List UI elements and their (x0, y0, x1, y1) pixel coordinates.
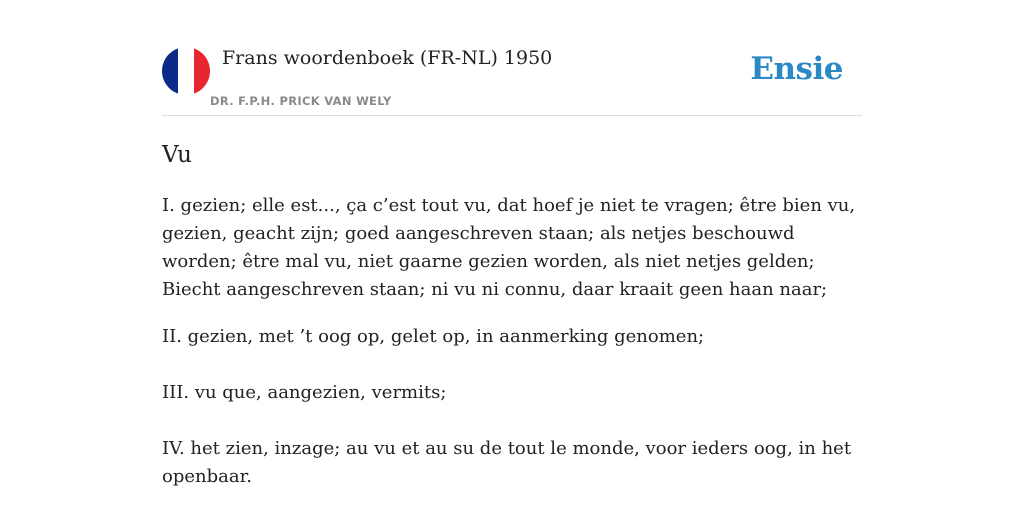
dictionary-page (162, 0, 862, 512)
definition-item: IV. het zien, inzage; au vu et au su de tout le monde, voor ieders oog, in het openbaar. (162, 438, 852, 487)
definition-item: II. gezien, met ’t oog op, gelet op, in aanmerking genomen; (162, 326, 705, 347)
dictionary-title[interactable]: Frans woordenboek (FR-NL) 1950 (222, 47, 553, 69)
entry-definitions (162, 192, 862, 491)
dictionary-header (162, 0, 862, 116)
definition-item: I. gezien; elle est..., ça c’est tout vu, dat hoef je niet te vragen; être bien vu, gezien, geacht zijn; goed aangeschreven staan; als netjes beschouwd worden; être mal vu, niet gaarne gezien worden, als niet netjes gelden; Biecht aangeschreven staan; ni vu ni connu, daar kraait geen haan naar; (162, 195, 856, 300)
flag-france-icon (162, 47, 210, 95)
dictionary-author: DR. F.P.H. PRICK VAN WELY (210, 94, 392, 108)
definition-item: III. vu que, aangezien, vermits; (162, 382, 447, 403)
ensie-logo-link[interactable]: Ensie (750, 51, 843, 87)
entry-headword: Vu (162, 142, 192, 168)
